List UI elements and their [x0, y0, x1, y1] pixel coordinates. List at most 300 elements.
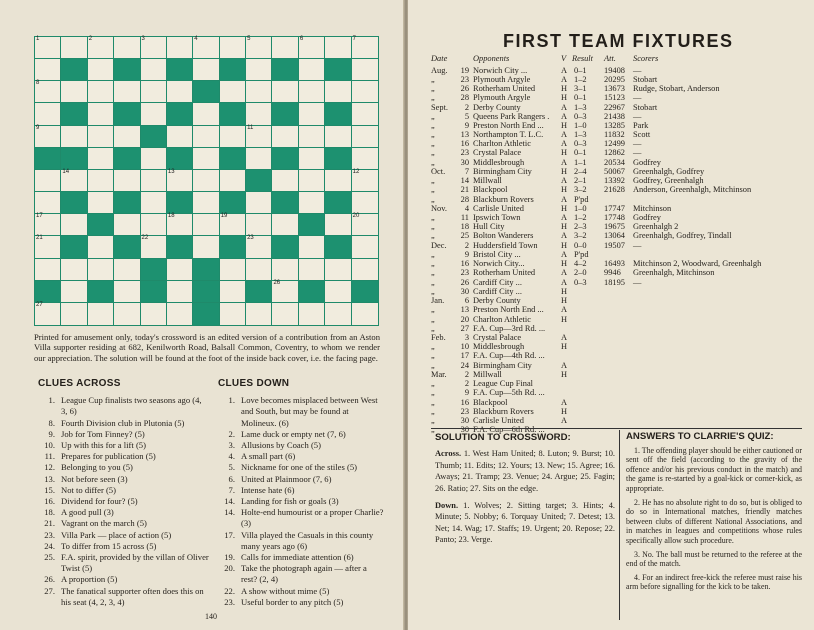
grid-block	[167, 148, 193, 170]
clue-num: 14.	[224, 507, 235, 518]
fixture-result: 0–1	[574, 148, 587, 158]
grid-block	[61, 236, 87, 258]
grid-cell	[61, 37, 87, 59]
fixture-scorers: Greenhalgh, Godfrey, Tindall	[633, 231, 732, 241]
grid-cell	[114, 170, 140, 192]
clue-number: 19	[220, 213, 228, 220]
grid-block	[272, 236, 298, 258]
grid-block	[193, 303, 219, 325]
grid-block	[61, 148, 87, 170]
grid-cell	[272, 37, 298, 59]
fixture-venue: A	[561, 333, 568, 343]
fixture-venue: A	[561, 231, 568, 241]
clue-item	[38, 485, 210, 496]
clue-item	[218, 395, 384, 429]
fixture-opponent: Preston North End ...	[473, 121, 544, 131]
grid-block	[141, 281, 167, 303]
fixture-venue: A	[561, 176, 568, 186]
grid-cell	[35, 81, 61, 103]
fixture-month: „	[431, 185, 435, 195]
clue-text: League Cup finalists two seasons ago (4, 3, 6)	[61, 395, 202, 417]
fixture-result: 0–1	[574, 66, 587, 75]
fixture-month: „	[431, 130, 435, 140]
grid-cell	[246, 126, 272, 148]
fixture-day: 21	[460, 185, 469, 195]
grid-cell	[299, 170, 325, 192]
grid-cell	[193, 59, 219, 81]
fixture-opponent: Millwall	[473, 370, 502, 380]
fixture-day: 11	[460, 213, 469, 223]
grid-cell	[114, 37, 140, 59]
fixture-scorers: Greenhalgh 2	[633, 222, 679, 232]
fixture-result: 2–0	[574, 268, 587, 278]
grid-cell	[325, 303, 351, 325]
grid-cell	[299, 192, 325, 214]
grid-block	[193, 81, 219, 103]
clue-num: 12.	[44, 462, 55, 473]
grid-cell	[220, 81, 246, 103]
grid-cell	[167, 281, 193, 303]
fixture-scorers: Mitchinson 2, Woodward, Greenhalgh	[633, 259, 762, 269]
grid-cell	[272, 170, 298, 192]
fixture-venue: H	[561, 84, 568, 94]
grid-cell	[299, 103, 325, 125]
clue-num: 2.	[228, 428, 235, 439]
fixture-scorers: —	[633, 112, 642, 122]
fixture-day: 24	[460, 360, 469, 370]
fixture-day: 16	[460, 139, 469, 149]
grid-cell	[352, 303, 378, 325]
fixture-result: 0–3	[574, 112, 587, 122]
clue-number: 9	[36, 124, 40, 131]
fixture-venue: A	[561, 194, 568, 204]
clue-text: Allusions by Coach (5)	[241, 440, 321, 451]
fixture-scorers: Godfrey, Greenhalgh	[633, 176, 704, 186]
fixture-venue: A	[561, 305, 568, 315]
clue-item	[218, 563, 384, 585]
fixture-venue: A	[561, 360, 568, 370]
fixture-attendance: 19675	[604, 222, 625, 232]
grid-cell	[35, 170, 61, 192]
grid-cell	[35, 214, 61, 236]
clue-number: 11	[247, 124, 254, 131]
grid-block	[220, 236, 246, 258]
grid-cell	[167, 126, 193, 148]
grid-cell	[88, 148, 114, 170]
clue-num: 22.	[224, 585, 235, 596]
fixture-day: 20	[460, 314, 469, 324]
fixture-venue: H	[561, 185, 568, 195]
clue-text: Job for Tom Finney? (5)	[61, 428, 145, 439]
fixture-opponent: Crystal Palace	[473, 148, 522, 158]
clue-text: Lame duck or empty net (7, 6)	[241, 428, 346, 439]
clue-item	[218, 552, 384, 563]
grid-cell	[272, 303, 298, 325]
clue-text: Take the photograph again — after a rest? (2, 4)	[241, 563, 367, 585]
grid-cell	[88, 59, 114, 81]
grid-cell	[299, 303, 325, 325]
crossword-grid	[34, 36, 379, 326]
fixture-opponent: Derby County	[473, 102, 521, 112]
fixture-day: 30	[460, 286, 469, 296]
fixture-venue: A	[561, 277, 568, 287]
clue-num: 27.	[44, 585, 55, 596]
column-divider	[619, 430, 620, 620]
fixture-result: 1–1	[574, 157, 587, 167]
grid-block	[114, 103, 140, 125]
fixture-scorers: Stobart	[633, 102, 658, 112]
clue-item	[38, 418, 210, 429]
grid-cell	[220, 126, 246, 148]
fixture-month: „	[431, 259, 435, 269]
grid-block	[193, 281, 219, 303]
clue-text: Useful border to any pitch (5)	[241, 596, 344, 607]
header-date: Date	[431, 54, 448, 63]
grid-block	[193, 259, 219, 281]
grid-cell	[352, 148, 378, 170]
fixture-opponent: Birmingham City	[473, 360, 532, 370]
fixture-month: „	[431, 268, 435, 278]
grid-cell	[246, 81, 272, 103]
fixture-venue: A	[561, 139, 568, 149]
fixture-month: „	[431, 360, 435, 370]
grid-cell	[167, 303, 193, 325]
grid-cell	[220, 214, 246, 236]
clue-item	[218, 429, 384, 440]
grid-cell	[88, 259, 114, 281]
fixture-result: 1–3	[574, 102, 587, 112]
clue-item	[38, 496, 210, 507]
fixture-result: 0–1	[574, 93, 587, 103]
clue-text: To differ from 15 across (5)	[61, 540, 157, 551]
grid-cell	[325, 281, 351, 303]
clue-item	[218, 474, 384, 485]
fixture-scorers: —	[633, 148, 642, 158]
clue-item	[38, 474, 210, 485]
fixture-venue: H	[561, 342, 568, 352]
fixture-opponent: Carlisle United	[473, 415, 524, 425]
fixture-day: 7	[464, 167, 469, 177]
clue-number: 12	[352, 168, 360, 175]
clue-text: Prepares for publication (5)	[61, 451, 156, 462]
page-number: 140	[205, 612, 217, 621]
fixture-result: 0–3	[574, 139, 587, 149]
left-page	[0, 0, 404, 630]
fixture-opponent: Millwall	[473, 176, 502, 186]
clue-num: 23.	[224, 596, 235, 607]
clue-number: 1	[36, 36, 40, 42]
fixture-day: 13	[460, 130, 469, 140]
grid-cell	[193, 170, 219, 192]
grid-block	[272, 103, 298, 125]
clue-num: 20.	[224, 563, 235, 574]
fixture-month: Mar.	[431, 370, 447, 380]
grid-cell	[325, 126, 351, 148]
grid-cell	[299, 148, 325, 170]
fixture-venue: H	[561, 167, 568, 177]
fixture-opponent: Blackpool	[473, 185, 508, 195]
grid-cell	[193, 126, 219, 148]
fixture-result: 1–0	[574, 204, 587, 214]
grid-cell	[61, 126, 87, 148]
grid-block	[299, 281, 325, 303]
clue-number: 5	[247, 36, 251, 42]
fixture-attendance: 13064	[604, 231, 625, 241]
clue-item	[38, 451, 210, 462]
fixture-result: 2–3	[574, 222, 587, 232]
fixture-attendance: 22967	[604, 102, 625, 112]
fixture-opponent: Charlton Athletic	[473, 314, 531, 324]
grid-cell	[220, 259, 246, 281]
grid-block	[325, 236, 351, 258]
clue-number: 6	[299, 36, 304, 42]
fixture-venue: A	[561, 102, 568, 112]
fixture-month: Dec.	[431, 241, 447, 251]
fixture-month: „	[431, 84, 435, 94]
clue-text: Love becomes misplaced between West and South, but may be found at Molineux. (6)	[241, 395, 378, 428]
clue-num: 8.	[48, 417, 55, 428]
fixture-month: „	[431, 379, 435, 389]
fixture-venue: H	[561, 406, 568, 416]
clue-text: Belonging to you (5)	[61, 462, 133, 473]
fixture-day: 30	[460, 157, 469, 167]
grid-cell	[141, 148, 167, 170]
grid-cell	[35, 126, 61, 148]
header-result: Result	[572, 54, 593, 63]
fixture-result: 3–2	[574, 185, 587, 195]
clue-num: 13.	[44, 473, 55, 484]
fixture-result: 2–4	[574, 167, 587, 177]
grid-block	[167, 59, 193, 81]
fixture-venue: H	[561, 314, 568, 324]
fixture-opponent: Carlisle United	[473, 204, 524, 214]
grid-cell	[141, 170, 167, 192]
grid-cell	[193, 148, 219, 170]
fixture-scorers: Stobart	[633, 75, 658, 85]
fixture-month: „	[431, 342, 435, 352]
clue-item	[218, 530, 384, 552]
clue-text: Landing for fish or goals (3)	[241, 496, 339, 507]
fixture-attendance: 21438	[604, 112, 625, 122]
fixture-day: 26	[460, 277, 469, 287]
grid-cell	[35, 59, 61, 81]
fixture-month: Jan.	[431, 296, 445, 306]
clues-down	[218, 378, 384, 608]
fixture-scorers: Park	[633, 121, 649, 131]
grid-cell	[35, 37, 61, 59]
fixture-month: „	[431, 286, 435, 296]
clue-item	[218, 507, 384, 529]
clue-num: 25.	[44, 552, 55, 563]
fixture-month: „	[431, 351, 435, 361]
grid-cell	[325, 214, 351, 236]
fixture-venue: H	[561, 121, 568, 131]
grid-block	[114, 192, 140, 214]
grid-block	[220, 148, 246, 170]
clue-text: A show without mime (5)	[241, 585, 330, 596]
fixture-venue: A	[561, 112, 568, 122]
grid-cell	[88, 236, 114, 258]
clue-item	[38, 395, 210, 417]
grid-cell	[352, 236, 378, 258]
fixture-opponent: F.A. Cup—4th Rd. ...	[473, 351, 545, 361]
grid-cell	[272, 281, 298, 303]
clue-text: Up with this for a lift (5)	[61, 440, 146, 451]
clue-item	[38, 586, 210, 608]
clue-num: 24.	[44, 540, 55, 551]
clue-text: A small part (6)	[241, 451, 296, 462]
fixture-opponent: Ipswich Town	[473, 213, 521, 223]
fixture-result: 3–2	[574, 231, 587, 241]
fixture-opponent: F.A. Cup—3rd Rd. ...	[473, 323, 546, 333]
divider	[431, 428, 802, 429]
fixture-day: 19	[460, 66, 469, 75]
clue-item	[38, 462, 210, 473]
fixture-opponent: Norwich City...	[473, 259, 525, 269]
fixture-month: „	[431, 277, 435, 287]
grid-block	[246, 281, 272, 303]
fixture-month: „	[431, 314, 435, 324]
header-opponents: Opponents	[473, 54, 510, 63]
grid-cell	[35, 303, 61, 325]
fixture-result: P'pd	[574, 250, 589, 260]
grid-block	[325, 192, 351, 214]
grid-cell	[246, 259, 272, 281]
clue-item	[218, 451, 384, 462]
grid-cell	[61, 303, 87, 325]
grid-block	[88, 281, 114, 303]
grid-block	[246, 170, 272, 192]
fixture-scorers: Anderson, Greenhalgh, Mitchinson	[633, 185, 752, 195]
fixture-day: 23	[460, 406, 469, 416]
clue-number: 27	[36, 301, 43, 308]
clue-text: Holte-end humourist or a proper Charlie? (3)	[241, 507, 384, 529]
clue-number: 20	[352, 213, 360, 220]
grid-cell	[141, 59, 167, 81]
fixture-result: 1–0	[574, 121, 587, 131]
fixture-opponent: Norwich City ...	[473, 66, 528, 75]
fixture-opponent: Derby County	[473, 296, 521, 306]
clue-text: Vagrant on the march (5)	[61, 518, 147, 529]
clue-item	[38, 518, 210, 529]
fixture-venue: A	[561, 75, 568, 85]
fixture-result: 1–2	[574, 213, 587, 223]
fixture-opponent: Queens Park Rangers .	[473, 112, 550, 122]
fixture-day: 28	[460, 194, 469, 204]
grid-cell	[141, 81, 167, 103]
grid-cell	[220, 303, 246, 325]
grid-cell	[35, 259, 61, 281]
grid-cell	[352, 81, 378, 103]
clue-number: 21	[36, 235, 43, 242]
clue-item	[38, 574, 210, 585]
solution-across-label: Across.	[435, 449, 462, 459]
fixture-month: „	[431, 139, 435, 149]
clue-number: 17	[36, 213, 43, 220]
clue-num: 4.	[228, 451, 235, 462]
grid-cell	[246, 214, 272, 236]
fixture-opponent: Middlesbrough	[473, 342, 525, 352]
fixture-attendance: 18195	[604, 277, 625, 287]
grid-cell	[352, 259, 378, 281]
fixture-venue: H	[561, 259, 568, 269]
fixture-day: 30	[460, 415, 469, 425]
fixture-month: „	[431, 148, 435, 158]
fixture-day: 17	[460, 351, 469, 361]
fixture-venue: A	[561, 397, 568, 407]
grid-cell	[352, 103, 378, 125]
fixture-venue: H	[561, 296, 568, 306]
clue-item	[218, 440, 384, 451]
grid-cell	[35, 236, 61, 258]
fixture-day: 25	[460, 231, 469, 241]
fixture-venue: A	[561, 130, 568, 140]
fixture-venue: A	[561, 268, 568, 278]
grid-cell	[88, 170, 114, 192]
grid-block	[114, 148, 140, 170]
clue-text: The fanatical supporter often does this on his seat (4, 2, 3, 4)	[61, 585, 204, 607]
clue-num: 14.	[224, 496, 235, 507]
fixture-scorers: —	[633, 241, 642, 251]
fixture-attendance: 50067	[604, 167, 625, 177]
fixture-opponent: Blackburn Rovers	[473, 406, 534, 416]
grid-block	[141, 126, 167, 148]
fixture-day: 9	[464, 388, 469, 398]
fixture-month: „	[431, 424, 435, 434]
clue-number: 13	[167, 168, 175, 175]
grid-cell	[246, 103, 272, 125]
fixture-opponent: Plymouth Argyle	[473, 75, 531, 85]
fixture-attendance: 15123	[604, 93, 625, 103]
grid-cell	[246, 192, 272, 214]
fixture-attendance: 13392	[604, 176, 625, 186]
grid-block	[114, 236, 140, 258]
fixture-opponent: Bolton Wanderers	[473, 231, 534, 241]
fixture-opponent: Cardiff City ...	[473, 277, 522, 287]
fixture-result: P'pd	[574, 194, 589, 204]
grid-cell	[272, 214, 298, 236]
grid-cell	[35, 103, 61, 125]
grid-cell	[193, 214, 219, 236]
grid-cell	[352, 192, 378, 214]
fixture-opponent: Rotherham United	[473, 84, 536, 94]
fixture-opponent: Blackpool	[473, 397, 508, 407]
fixture-scorers: Rudge, Stobart, Anderson	[633, 84, 720, 94]
grid-cell	[141, 214, 167, 236]
fixture-day: 16	[460, 397, 469, 407]
clue-num: 17.	[224, 529, 235, 540]
fixture-scorers: Greenhalgh, Mitchinson	[633, 268, 715, 278]
grid-block	[114, 59, 140, 81]
grid-cell	[272, 259, 298, 281]
fixture-month: Nov.	[431, 204, 447, 214]
solution-down: 1. Wolves; 2. Sitting target; 3. Hints; 4. Minute; 5. Nobby; 6. Torquay United; 7. Detest; 13. Net; 14. Wag; 17. Staffs; 19. Urgent; 20. Repose; 22. Panto; 23. Verge.	[435, 501, 615, 545]
grid-cell	[114, 281, 140, 303]
grid-cell	[299, 259, 325, 281]
grid-cell	[220, 170, 246, 192]
grid-cell	[246, 303, 272, 325]
grid-block	[61, 103, 87, 125]
grid-cell	[167, 37, 193, 59]
grid-cell	[61, 170, 87, 192]
clue-item	[218, 597, 384, 608]
solution-box	[435, 432, 615, 546]
crossword-intro: Printed for amusement only, today's crossword is an edited version of a contribution from an Aston Villa supporter residing at 682, Kenilworth Road, Balsall Common, Coventry, to whom we render our appreciation. The solution will be found at the foot of the inside back cover, i.e. the facing page.	[34, 332, 380, 363]
fixture-result: 0–0	[574, 241, 587, 251]
fixture-venue: H	[561, 222, 568, 232]
clue-number: 14	[62, 168, 70, 175]
clue-item	[38, 429, 210, 440]
